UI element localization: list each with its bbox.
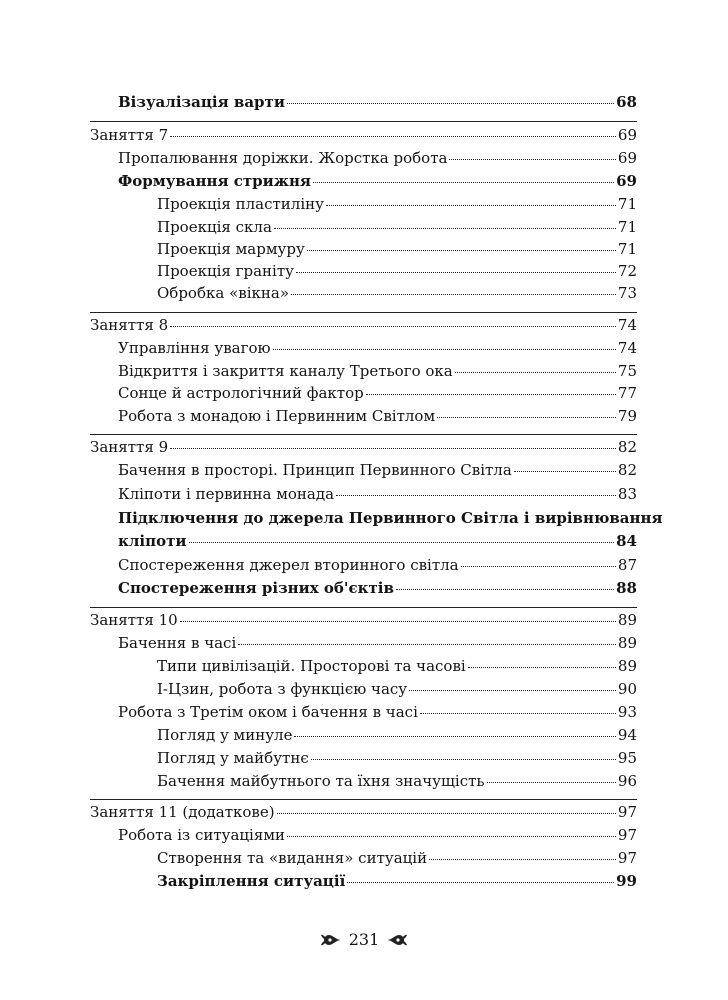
fleuron-ornament-icon (320, 931, 342, 949)
toc-entry-page: 69 (617, 149, 637, 167)
toc-entry-title: Робота з Третім оком і бачення в часі (118, 703, 418, 721)
toc-entry-page: 69 (617, 126, 637, 144)
section-divider (90, 607, 637, 608)
toc-entry-page: 97 (617, 803, 637, 821)
dot-leader (347, 881, 614, 883)
dot-leader (487, 781, 616, 783)
dot-leader (180, 620, 616, 622)
dot-leader (170, 325, 616, 327)
dot-leader (455, 371, 616, 373)
dot-leader (189, 541, 615, 543)
dot-leader (291, 293, 616, 295)
toc-entry-title: Заняття 7 (90, 126, 169, 144)
toc-entry-page: 72 (617, 262, 637, 280)
section-divider (90, 799, 637, 800)
dot-leader (461, 565, 616, 567)
toc-subentry (157, 194, 637, 214)
toc-entry (118, 825, 637, 845)
toc-subentry (157, 656, 637, 676)
toc-entry-page: 77 (617, 384, 637, 402)
toc-entry-title: Робота із ситуаціями (118, 826, 285, 844)
toc-subentry (157, 748, 637, 768)
dot-leader (238, 643, 616, 645)
toc-entry-page: 89 (617, 634, 637, 652)
page-number: 231 (348, 930, 380, 949)
toc-entry (118, 508, 663, 551)
fleuron-ornament-icon (386, 931, 408, 949)
toc-entry-title: Бачення майбутнього та їхня значущість (157, 772, 485, 790)
toc-entry-page: 88 (616, 579, 637, 597)
toc-entry-title: Формування стрижня (118, 172, 312, 190)
toc-entry-title: Відкриття і закриття каналу Третього ока (118, 362, 453, 380)
toc-section (90, 125, 637, 145)
toc-section (90, 315, 637, 335)
dot-leader (514, 470, 616, 472)
toc-entry-page: 84 (616, 532, 637, 550)
toc-entry-page: 74 (617, 339, 637, 357)
toc-entry-title: Управління увагою (118, 339, 271, 357)
dot-leader (287, 835, 616, 837)
toc-entry-title: Заняття 10 (90, 611, 178, 629)
toc-entry-title: Проекція граніту (157, 262, 294, 280)
toc-entry (118, 361, 637, 381)
toc-entry (118, 578, 637, 598)
toc-entry-title: Погляд у минуле (157, 726, 293, 744)
toc-entry-title: Кліпоти і первинна монада (118, 485, 335, 503)
toc-subentry (157, 217, 637, 237)
dot-leader (273, 348, 616, 350)
dot-leader (409, 689, 616, 691)
toc-section (90, 802, 637, 822)
dot-leader (307, 249, 616, 251)
toc-entry-title: Візуалізація варти (118, 93, 285, 111)
dot-leader (296, 271, 616, 273)
dot-leader (420, 712, 616, 714)
dot-leader (313, 181, 614, 183)
toc-entry-title: Робота з монадою і Первинним Світлом (118, 407, 436, 425)
toc-entry (118, 171, 637, 191)
toc-subentry (157, 239, 637, 259)
dot-leader (437, 416, 616, 418)
toc-entry (118, 460, 637, 480)
toc-entry-title: Спостереження джерел вторинного світла (118, 556, 459, 574)
toc-entry-page: 69 (616, 172, 637, 190)
toc-entry-title: Проекція скла (157, 218, 272, 236)
dot-leader (326, 204, 616, 206)
toc-entry-page: 74 (617, 316, 637, 334)
dot-leader (366, 393, 616, 395)
toc-entry (118, 92, 637, 112)
toc-subentry (157, 679, 637, 699)
section-divider (90, 121, 637, 122)
toc-entry-title: Сонце й астрологічний фактор (118, 384, 364, 402)
toc-entry-page: 96 (617, 772, 637, 790)
toc-entry-page: 71 (617, 218, 637, 236)
section-divider (90, 312, 637, 313)
toc-entry-page: 75 (617, 362, 637, 380)
dot-leader (336, 494, 616, 496)
toc-section (90, 437, 637, 457)
toc-entry-page: 90 (617, 680, 637, 698)
toc-entry-title: Пропалювання доріжки. Жорстка робота (118, 149, 448, 167)
toc-entry-page: 73 (617, 284, 637, 302)
toc-entry-page: 71 (617, 195, 637, 213)
toc-entry-title: Проекція мармуру (157, 240, 305, 258)
toc-subentry (157, 283, 637, 303)
toc-entry (118, 633, 637, 653)
toc-subentry (157, 261, 637, 281)
toc-entry-title: Спостереження різних об'єктів (118, 579, 394, 597)
dot-leader (170, 447, 616, 449)
page-footer (0, 930, 728, 949)
toc-entry-title-continued: кліпоти (118, 532, 187, 550)
toc-entry-page: 68 (616, 93, 637, 111)
toc-entry-page: 83 (617, 485, 637, 503)
toc-entry-page: 97 (617, 849, 637, 867)
toc-entry-title: Створення та «видання» ситуацій (157, 849, 428, 867)
toc-entry (118, 148, 637, 168)
toc-entry-title: Підключення до джерела Первинного Світла і вирівнювання (118, 509, 663, 527)
dot-leader (311, 758, 616, 760)
dot-leader (468, 666, 616, 668)
toc-subentry (157, 848, 637, 868)
toc-entry-page: 93 (617, 703, 637, 721)
toc-entry-title: Бачення в просторі. Принцип Первинного Світла (118, 461, 512, 479)
toc-entry (118, 383, 637, 403)
toc-entry (118, 555, 637, 575)
dot-leader (396, 588, 614, 590)
toc-entry-page: 97 (617, 826, 637, 844)
toc-entry-title: Закріплення ситуації (157, 872, 346, 890)
toc-entry-title: Заняття 9 (90, 438, 169, 456)
toc-entry-page: 87 (617, 556, 637, 574)
toc-entry-title: Заняття 11 (додаткове) (90, 803, 275, 821)
section-divider (90, 434, 637, 435)
toc-entry-page: 89 (617, 657, 637, 675)
dot-leader (170, 135, 616, 137)
toc-entry-title: Обробка «вікна» (157, 284, 289, 302)
toc-section (90, 610, 637, 630)
toc-entry-page: 95 (617, 749, 637, 767)
toc-entry-title: Бачення в часі (118, 634, 237, 652)
dot-leader (277, 812, 616, 814)
dot-leader (287, 102, 614, 104)
toc-entry-page: 99 (616, 872, 637, 890)
toc-subentry (157, 871, 637, 891)
toc-entry (118, 406, 637, 426)
toc-entry-page: 82 (617, 438, 637, 456)
toc-entry-page: 71 (617, 240, 637, 258)
toc-entry (118, 702, 637, 722)
toc-entry (118, 484, 637, 504)
toc-entry-page: 89 (617, 611, 637, 629)
toc-entry-page: 94 (617, 726, 637, 744)
toc-subentry (157, 725, 637, 745)
dot-leader (294, 735, 615, 737)
toc-entry-title: Заняття 8 (90, 316, 169, 334)
toc-entry-title: І-Цзин, робота з функцією часу (157, 680, 408, 698)
toc-subentry (157, 771, 637, 791)
dot-leader (449, 158, 615, 160)
dot-leader (429, 858, 616, 860)
toc-entry-page: 79 (617, 407, 637, 425)
toc-entry-page: 82 (617, 461, 637, 479)
toc-entry-title: Типи цивілізацій. Просторові та часові (157, 657, 466, 675)
toc-entry (118, 338, 637, 358)
dot-leader (274, 227, 616, 229)
toc-entry-title: Погляд у майбутнє (157, 749, 309, 767)
toc-entry-title: Проекція пластиліну (157, 195, 324, 213)
